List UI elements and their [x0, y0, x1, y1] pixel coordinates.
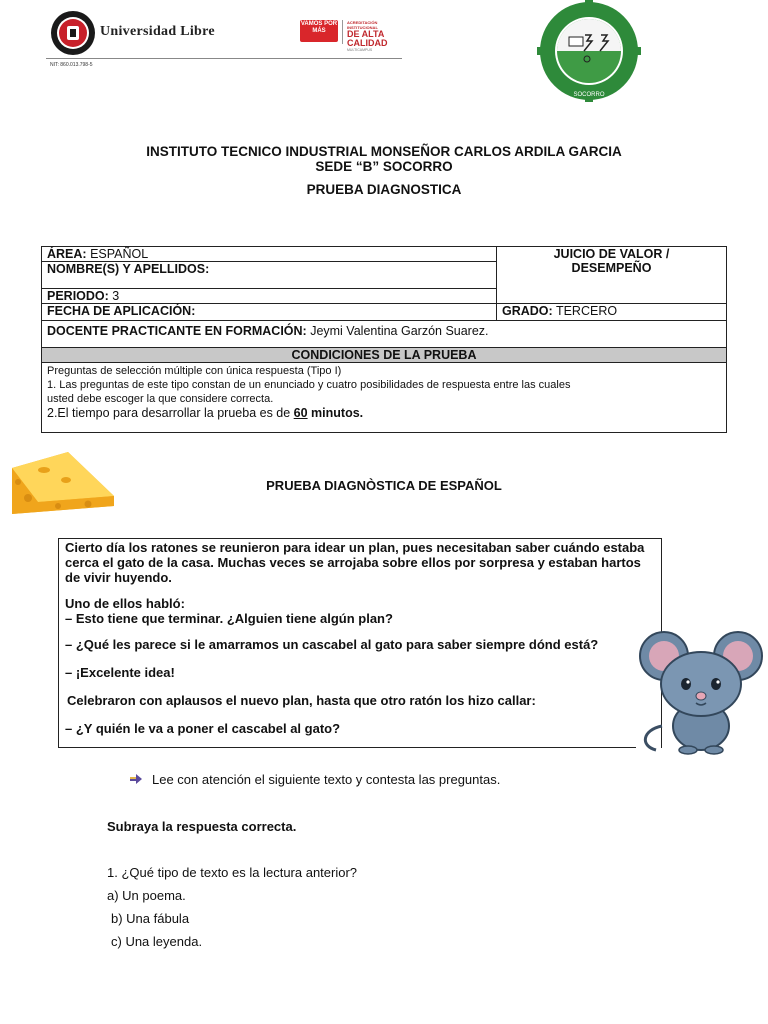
option-a[interactable]: a) Un poema. [107, 888, 186, 903]
accreditation-main: DE ALTA CALIDAD [347, 29, 388, 48]
exam-title: PRUEBA DIAGNOSTICA [306, 182, 462, 197]
conditions-heading: CONDICIONES DE LA PRUEBA [42, 348, 727, 363]
period-cell: PERIODO: 3 [42, 289, 497, 304]
judgment-cell: JUICIO DE VALOR / DESEMPEÑO [497, 247, 727, 304]
story-p2b: – Esto tiene que terminar. ¿Alguien tiene algún plan? [65, 611, 393, 626]
story-p2a: Uno de ellos habló: [65, 596, 185, 611]
date-cell[interactable]: FECHA DE APLICACIÓN: [42, 304, 497, 321]
conditions-body [42, 363, 727, 433]
conditions-line1: Preguntas de selección múltiple con única respuesta (Tipo I) [47, 365, 342, 377]
conditions-line3: usted debe escoger la que considere correcta. [47, 393, 274, 405]
school-seal-icon [518, 0, 660, 102]
story-p4: – ¡Excelente idea! [65, 665, 175, 680]
story-p5: Celebraron con aplausos el nuevo plan, hasta que otro ratón los hizo callar: [67, 693, 536, 708]
bullet-arrow-icon [130, 774, 142, 784]
accreditation-logo [342, 20, 404, 52]
university-name: Universidad Libre [100, 24, 215, 39]
accreditation-bottom: MULTICAMPUS [347, 48, 373, 52]
seal-text-socorro: SOCORRO [573, 92, 605, 98]
header-divider [46, 58, 402, 59]
story-box [58, 538, 662, 748]
accreditation-top: ACREDITACIÓN INSTITUCIONAL [347, 20, 378, 30]
mouse-icon [638, 626, 764, 756]
area-cell: ÁREA: ESPAÑOL [42, 247, 497, 262]
story-bottom-border [58, 747, 636, 748]
nit-text: NIT: 860.013.798-5 [50, 62, 93, 68]
option-c[interactable]: c) Una leyenda. [111, 934, 203, 949]
read-instruction: Lee con atención el siguiente texto y contesta las preguntas. [152, 772, 501, 787]
option-b[interactable]: b) Una fábula [111, 911, 190, 926]
universidad-libre-logo [48, 10, 98, 56]
story-p6: – ¿Y quién le va a poner el cascabel al gato? [65, 721, 341, 736]
vamos-por-mas-logo: VAMOS POR MÁS [300, 20, 338, 42]
test-title: PRUEBA DIAGNÒSTICA DE ESPAÑOL [266, 478, 502, 493]
sede-title: SEDE “B” SOCORRO [315, 159, 453, 174]
underline-instruction: Subraya la respuesta correcta. [107, 819, 297, 834]
story-p1: Cierto día los ratones se reunieron para idear un plan, pues necesitaban saber cuándo estaba cerca el gato de la casa. Muchas veces se arrojaba sobre ellos por sorpresa y estaban hartos de vivir huyendo. [65, 540, 645, 585]
teacher-cell: DOCENTE PRACTICANTE EN FORMACIÓN: Jeymi Valentina Garzón Suarez. [42, 321, 727, 348]
grade-cell: GRADO: TERCERO [497, 304, 727, 321]
info-table [41, 246, 727, 433]
question-1: 1. ¿Qué tipo de texto es la lectura anterior? [107, 865, 358, 880]
conditions-line2: 1. Las preguntas de este tipo constan de un enunciado y cuatro posibilidades de respuesta entre las cuales [47, 379, 571, 391]
institution-title: INSTITUTO TECNICO INDUSTRIAL MONSEÑOR CARLOS ARDILA GARCIA [146, 144, 622, 159]
conditions-line4: 2.El tiempo para desarrollar la prueba es de 60 minutos. [47, 406, 364, 420]
names-cell[interactable]: NOMBRE(S) Y APELLIDOS: [42, 262, 497, 289]
story-p3: – ¿Qué les parece si le amarramos un cascabel al gato para saber siempre dónd está? [65, 637, 599, 652]
school-seal-text [0, 0, 41, 1]
